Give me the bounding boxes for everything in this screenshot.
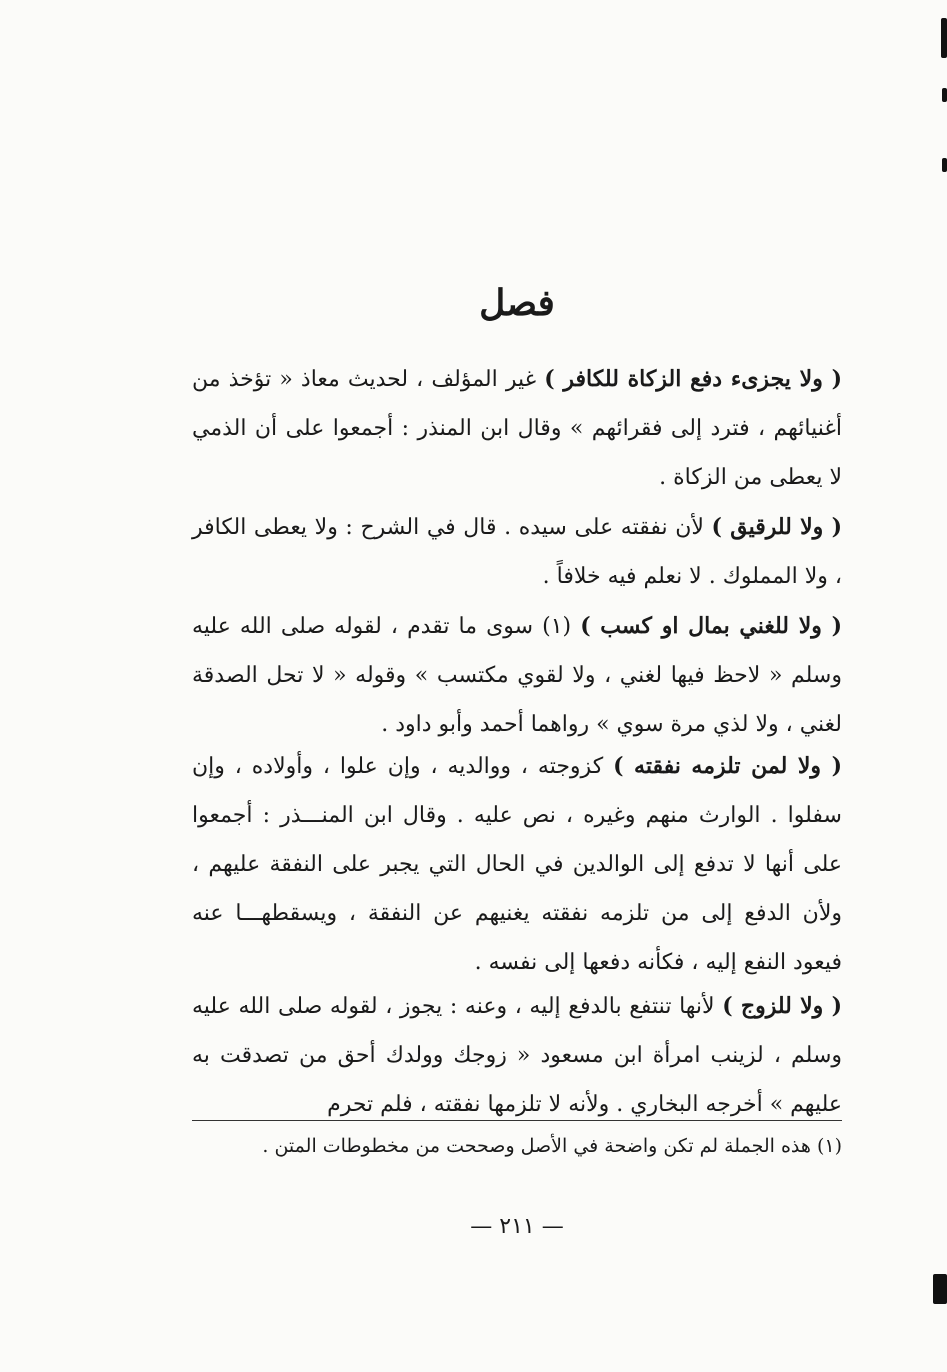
footnote: (١) هذه الجملة لم تكن واضحة في الأصل وصححت من مخطوطات المتن . [262, 1135, 842, 1157]
binding-mark-top [941, 18, 947, 58]
paragraph-3-lemma: ( ولا للغني بمال او كسب ) [580, 613, 842, 639]
page-number: — ٢١١ — [470, 1214, 564, 1239]
paragraph-5 [192, 982, 842, 1129]
paragraph-2 [192, 503, 842, 601]
paragraph-3-text: (١) سوى ما تقدم ، لقوله صلى الله عليه وسلم « لاحظ فيها لغني ، ولا لقوي مكتسب » وقوله « لا تحل الصدقة لغني ، ولا لذي مرة سوي » رواهما أحمد وأبو داود . [192, 614, 842, 737]
paragraph-4-lemma: ( ولا لمن تلزمه نفقته ) [613, 753, 842, 779]
paragraph-1-text: غير المؤلف ، لحديث معاذ « تؤخذ من أغنيائهم ، فترد إلى فقرائهم » وقال ابن المنذر : أجمعوا على أن الذمي لا يعطى من الزكاة . [192, 367, 842, 490]
paragraph-3 [192, 602, 842, 749]
paragraph-4 [192, 742, 842, 987]
paragraph-5-lemma: ( ولا للزوج ) [722, 993, 842, 1019]
paragraph-1-lemma: ( ولا يجزىء دفع الزكاة للكافر ) [544, 366, 842, 392]
binding-mark-middle [942, 158, 947, 172]
binding-mark-upper [942, 88, 947, 102]
binding-mark-bottom [933, 1274, 947, 1304]
paragraph-4-text: كزوجته ، ووالديه ، وإن علوا ، وأولاده ، وإن سفلوا . الوارث منهم وغيره ، نص عليه . وقال ابن المنـــذر : أجمعوا على أنها لا تدفع إلى الوالدين في الحال التي يجبر على النفقة عليهم ، ولأن الدفع إلى من تلزمه نفقته يغنيهم عن النفقة ، ويسقطهـــا عنه فيعود النفع إليه ، فكأنه دفعها إلى نفسه . [192, 754, 842, 975]
paragraph-2-text: لأن نفقته على سيده . قال في الشرح : ولا يعطى الكافر ، ولا المملوك . لا نعلم فيه خلافاً . [192, 515, 842, 589]
paragraph-2-lemma: ( ولا للرقيق ) [711, 514, 842, 540]
paragraph-5-text: لأنها تنتفع بالدفع إليه ، وعنه : يجوز ، لقوله صلى الله عليه وسلم ، لزينب امرأة ابن مسعود « زوجك وولدك أحق من تصدقت به عليهم » أخرجه البخاري . ولأنه لا تلزمها نفقته ، فلم تحرم [192, 994, 842, 1117]
page-content [192, 0, 842, 1372]
section-heading: فصل [479, 282, 555, 324]
paragraph-1 [192, 355, 842, 502]
footnote-separator [192, 1120, 842, 1121]
